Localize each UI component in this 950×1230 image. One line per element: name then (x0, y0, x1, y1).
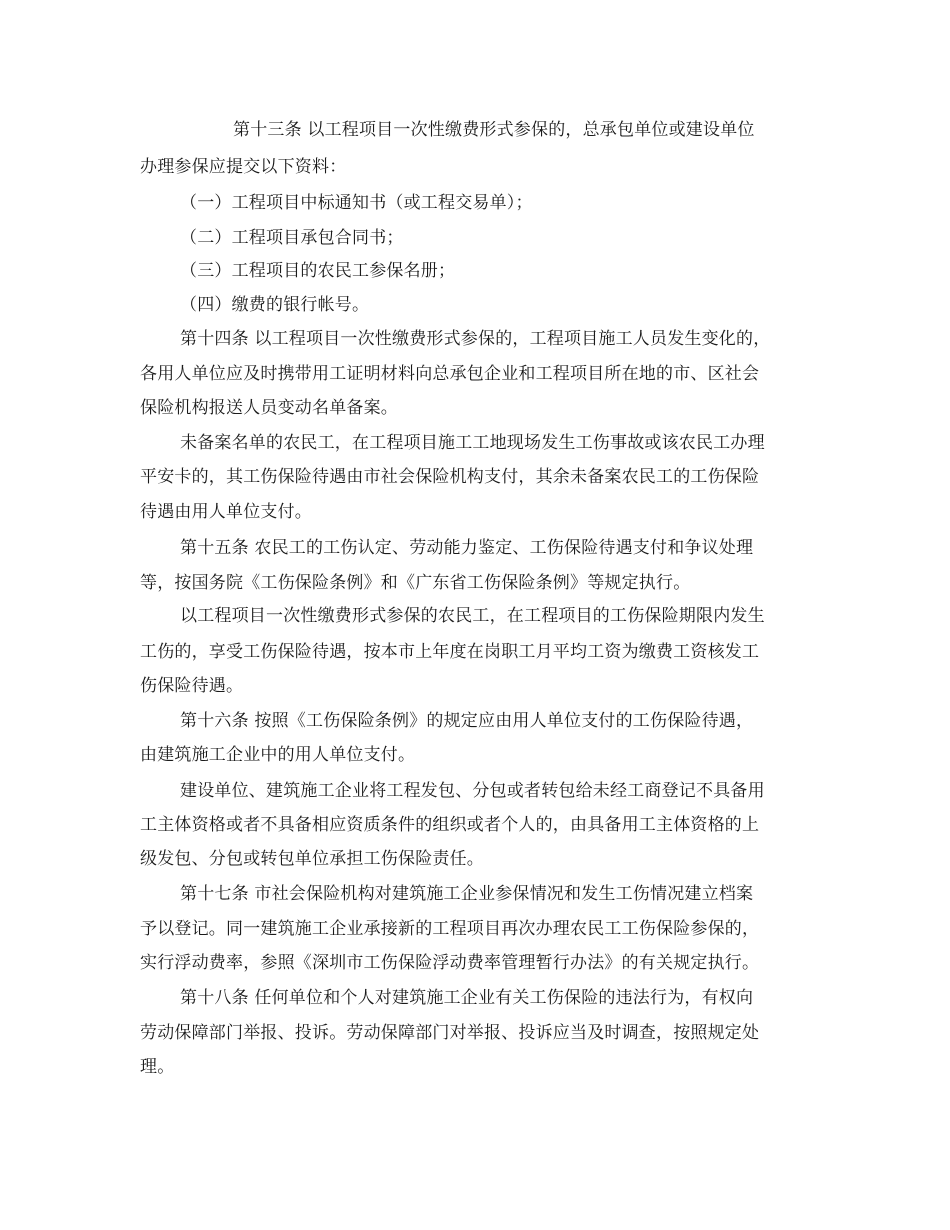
text-line: 第十八条 任何单位和个人对建筑施工企业有关工伤保险的违法行为，有权向 (180, 988, 754, 1008)
text-line: （一）工程项目中标通知书（或工程交易单）； (180, 193, 533, 213)
text-line: （三）工程项目的农民工参保名册； (180, 261, 456, 281)
text-line: 工伤的，享受工伤保险待遇，按本市上年度在岗职工月平均工资为缴费工资核发工 (140, 642, 760, 662)
text-line: 第十三条 以工程项目一次性缴费形式参保的，总承包单位或建设单位 (233, 120, 755, 140)
text-line: 等，按国务院《工伤保险条例》和《广东省工伤保险条例》等规定执行。 (140, 573, 691, 593)
text-line: （四）缴费的银行帐号。 (180, 295, 370, 315)
text-line: 待遇由用人单位支付。 (140, 502, 312, 522)
text-line: 未备案名单的农民工，在工程项目施工工地现场发生工伤事故或该农民工办理 (180, 433, 765, 453)
text-line: 第十六条 按照《工伤保险条例》的规定应由用人单位支付的工伤保险待遇， (180, 711, 754, 731)
text-line: 办理参保应提交以下资料： (140, 157, 347, 177)
text-line: 工主体资格或者不具备相应资质条件的组织或者个人的，由具备用工主体资格的上 (140, 815, 760, 835)
text-line: 保险机构报送人员变动名单备案。 (140, 398, 398, 418)
text-line: 以工程项目一次性缴费形式参保的农民工，在工程项目的工伤保险期限内发生 (180, 606, 765, 626)
text-line: 由建筑施工企业中的用人单位支付。 (140, 745, 416, 765)
text-line: 第十七条 市社会保险机构对建筑施工企业参保情况和发生工伤情况建立档案 (180, 884, 754, 904)
text-line: 平安卡的，其工伤保险待遇由市社会保险机构支付，其余未备案农民工的工伤保险 (140, 467, 760, 487)
text-line: 各用人单位应及时携带用工证明材料向总承包企业和工程项目所在地的市、区社会 (140, 364, 760, 384)
text-line: 建设单位、建筑施工企业将工程发包、分包或者转包给未经工商登记不具备用 (180, 781, 765, 801)
text-line: 级发包、分包或转包单位承担工伤保险责任。 (140, 849, 484, 869)
text-line: 伤保险待遇。 (140, 676, 244, 696)
text-line: 第十五条 农民工的工伤认定、劳动能力鉴定、工伤保险待遇支付和争议处理 (180, 538, 754, 558)
text-line: （二）工程项目承包合同书； (180, 228, 404, 248)
text-line: 第十四条 以工程项目一次性缴费形式参保的，工程项目施工人员发生变化的， (180, 329, 771, 349)
text-line: 理。 (140, 1057, 175, 1077)
text-line: 予以登记。同一建筑施工企业承接新的工程项目再次办理农民工工伤保险参保的， (140, 919, 760, 939)
text-line: 劳动保障部门举报、投诉。劳动保障部门对举报、投诉应当及时调查，按照规定处 (140, 1023, 760, 1043)
text-line: 实行浮动费率，参照《深圳市工伤保险浮动费率管理暂行办法》的有关规定执行。 (140, 953, 760, 973)
